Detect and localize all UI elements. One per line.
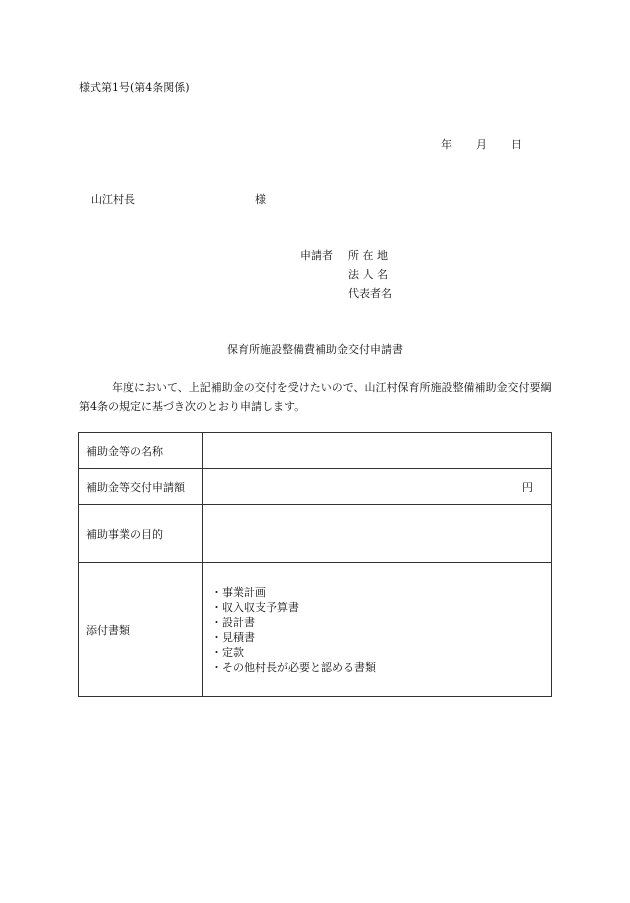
applicant-fields (348, 250, 392, 307)
applicant-corporation-label: 法 人 名 (348, 268, 388, 281)
list-item: ・設計書 (211, 615, 255, 629)
table-row (79, 563, 552, 697)
table-row (79, 505, 552, 563)
body-paragraph: 年度において、上記補助金の交付を受けたいので、山江村保育所施設整備補助金交付要綱第4条の規定に基づき次のとおり申請します。 (79, 381, 552, 413)
applicant-label: 申請者 (300, 249, 333, 262)
table-row (79, 469, 552, 505)
list-item: ・事業計画 (211, 585, 266, 599)
spread-label (86, 443, 186, 459)
purpose-field[interactable] (203, 505, 552, 563)
list-item: ・見積書 (211, 630, 255, 644)
subsidy-name-field[interactable] (203, 433, 552, 469)
addressee-honorific: 様 (255, 193, 266, 206)
applicant-address-label: 所 在 地 (348, 249, 388, 262)
date-month: 月 (476, 138, 487, 151)
row-label-attachments: 添付書類 (79, 563, 203, 697)
row-label-purpose: 補助事業の目的 (79, 505, 203, 563)
table-row (79, 433, 552, 469)
list-item: ・収入収支予算書 (211, 600, 299, 614)
addressee (91, 193, 266, 206)
label-text: 補助金等の名称 (86, 444, 163, 458)
date-line (441, 139, 522, 150)
date-year: 年 (441, 138, 452, 151)
attachments-list (203, 563, 552, 697)
amount-field[interactable]: 円 (203, 469, 552, 505)
document-title: 保育所施設整備費補助金交付申請書 (227, 343, 403, 356)
row-label-amount: 補助金等交付申請額 (79, 469, 203, 505)
list-item: ・その他村長が必要と認める書類 (211, 660, 376, 674)
form-number: 様式第1号(第4条関係) (79, 81, 190, 94)
list-item: ・定款 (211, 645, 244, 659)
application-table (78, 432, 552, 697)
applicant-representative-label: 代表者名 (348, 287, 392, 300)
date-day: 日 (511, 138, 522, 151)
row-label-subsidy-name (79, 433, 203, 469)
addressee-name: 山江村長 (91, 193, 135, 206)
